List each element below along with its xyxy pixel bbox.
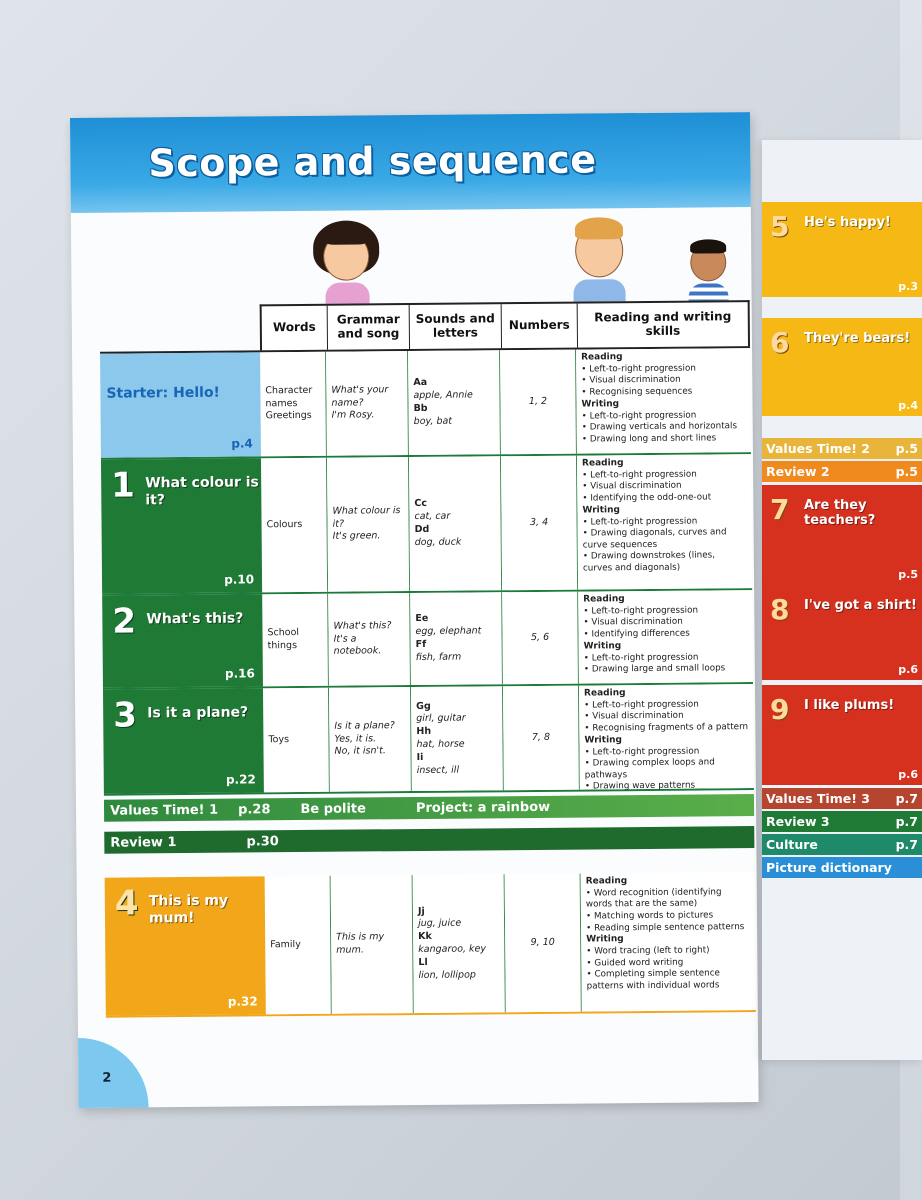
- review-2-strip: [762, 461, 922, 482]
- strip-label: Culture: [766, 837, 818, 852]
- review-page: p.30: [246, 833, 279, 849]
- values-time-2-strip: [762, 438, 922, 459]
- skill-item: • Drawing large and small loops: [583, 663, 726, 675]
- grammar-cell: What's this? It's a notebook.: [328, 593, 411, 686]
- boy-character-illustration: [569, 213, 630, 304]
- contents-unit-tile: [762, 318, 922, 416]
- skill-item: • Matching words to pictures: [585, 910, 714, 922]
- strip-label: Review 2: [766, 464, 830, 479]
- unit-label-cell: [102, 594, 263, 687]
- unit-label-cell: [105, 876, 266, 1015]
- strip-page: p.7: [895, 837, 918, 852]
- strip-page: p.5: [895, 464, 918, 479]
- reading-writing-cell: [581, 872, 756, 1012]
- writing-heading: Writing: [581, 398, 620, 410]
- example-words: kangaroo, key: [418, 943, 487, 955]
- reading-heading: Reading: [581, 352, 623, 363]
- contents-unit-tile: [762, 202, 922, 297]
- sounds-cell: [413, 874, 506, 1013]
- unit-label-cell: [100, 352, 261, 457]
- unit-page-ref: p.16: [224, 666, 255, 681]
- words-cell: School things: [262, 594, 329, 687]
- letter-pair: Cc: [414, 498, 428, 510]
- sounds-cell: [410, 592, 503, 685]
- numbers-cell: 1, 2: [500, 350, 577, 455]
- unit-number: 9: [770, 693, 790, 726]
- skill-item: • Visual discrimination: [584, 711, 684, 723]
- values-time-strip: [104, 794, 754, 822]
- table-header-row: [260, 300, 750, 350]
- sounds-cell: [408, 350, 501, 455]
- unit-title: They're bears!: [804, 331, 911, 346]
- example-words: boy, bat: [413, 415, 453, 427]
- strip-page: p.5: [895, 441, 918, 456]
- skill-item: • Recognising fragments of a pattern: [584, 722, 749, 734]
- textbook-page-right: [762, 140, 922, 1060]
- value-text: Be polite: [300, 800, 366, 817]
- example-words: cat, car: [414, 510, 451, 523]
- letter-pair: Ii: [416, 751, 424, 763]
- skill-item: • Left-to-right progression: [581, 410, 697, 422]
- skill-item: • Word tracing (left to right): [586, 945, 710, 957]
- skill-item: • Drawing diagonals, curves and curve sequences: [582, 527, 727, 551]
- skill-item: • Completing simple sentence patterns with individual words: [586, 968, 721, 992]
- strip-label: Picture dictionary: [766, 860, 892, 875]
- numbers-cell: 3, 4: [501, 456, 578, 591]
- skill-item: • Reading simple sentence patterns: [586, 921, 745, 934]
- skill-item: • Drawing complex loops and pathways: [584, 757, 715, 781]
- unit-label-cell: [101, 458, 262, 593]
- culture-strip: [762, 834, 922, 855]
- skill-item: • Drawing verticals and horizontals: [581, 421, 738, 433]
- header-grammar: Grammar and song: [328, 305, 410, 350]
- unit-page-ref: p.6: [898, 768, 918, 781]
- strip-label: Values Time! 2: [766, 441, 870, 456]
- table-row: [100, 346, 751, 460]
- girl-character-illustration: [311, 220, 382, 306]
- unit-page-ref: p.4: [231, 436, 253, 451]
- unit-number: 1: [111, 465, 136, 506]
- skill-item: • Identifying the odd-one-out: [582, 492, 712, 504]
- example-words: jug, juice: [417, 917, 462, 930]
- unit-page-ref: p.22: [225, 772, 256, 787]
- example-words: apple, Annie: [413, 389, 473, 402]
- reading-writing-cell: [576, 348, 751, 454]
- grammar-cell: What's your name? I'm Rosy.: [326, 351, 409, 456]
- unit-title: This is my mum!: [148, 892, 229, 927]
- page-title: Scope and sequence: [148, 137, 597, 186]
- unit-number: 7: [770, 493, 790, 526]
- skill-item: • Left-to-right progression: [582, 516, 698, 528]
- reading-heading: Reading: [585, 876, 628, 887]
- example-words: dog, duck: [414, 536, 462, 548]
- values-time-3-strip: [762, 788, 922, 809]
- strip-page: p.7: [895, 791, 918, 806]
- unit-number: 2: [112, 601, 137, 642]
- numbers-cell: 7, 8: [503, 686, 580, 791]
- skill-item: • Left-to-right progression: [583, 605, 699, 617]
- reading-heading: Reading: [581, 458, 624, 469]
- skill-item: • Identifying differences: [583, 628, 690, 640]
- letter-pair: Hh: [416, 726, 432, 738]
- contents-unit-tile: [762, 685, 922, 785]
- writing-heading: Writing: [582, 504, 621, 516]
- example-words: lion, lollipop: [418, 969, 476, 981]
- unit-page-ref: p.32: [227, 994, 258, 1009]
- picture-dictionary-strip: [762, 857, 922, 878]
- strip-label: Values Time! 3: [766, 791, 870, 806]
- unit-page-ref: p.6: [898, 663, 918, 676]
- unit-label-cell: [103, 688, 264, 793]
- table-row: [102, 590, 753, 690]
- strip-page: p.7: [895, 814, 918, 829]
- table-row: [101, 454, 752, 596]
- grammar-cell: What colour is it? It's green.: [327, 457, 410, 592]
- letter-pair: Jj: [417, 905, 425, 917]
- unit-title: He's happy!: [804, 215, 891, 230]
- table-row: [105, 872, 756, 1018]
- letter-pair: Ee: [415, 613, 429, 625]
- skill-item: • Left-to-right progression: [582, 469, 697, 481]
- header-sounds: Sounds and letters: [410, 304, 502, 349]
- skill-item: • Visual discrimination: [582, 481, 682, 493]
- skill-item: • Drawing downstrokes (lines, curves and diagonals): [582, 550, 716, 574]
- values-time-label: Values Time! 1: [109, 802, 219, 819]
- title-banner: [70, 112, 751, 213]
- reading-writing-cell: [578, 590, 753, 684]
- words-cell: Character names Greetings: [260, 352, 327, 457]
- unit-title: What's this?: [146, 610, 244, 628]
- grammar-cell: Is it a plane? Yes, it is. No, it isn't.: [329, 687, 412, 792]
- unit-title: Starter: Hello!: [106, 384, 220, 402]
- header-words: Words: [262, 306, 328, 351]
- letter-pair: Kk: [418, 931, 432, 943]
- contents-unit-tile: [762, 485, 922, 585]
- unit-number: 4: [114, 883, 139, 924]
- letter-pair: Ll: [418, 956, 428, 968]
- skill-item: • Left-to-right progression: [584, 699, 699, 711]
- skill-item: • Visual discrimination: [583, 617, 683, 629]
- words-cell: Family: [265, 876, 332, 1015]
- reading-heading: Reading: [583, 594, 625, 605]
- letter-pair: Aa: [413, 377, 428, 389]
- unit-title: Are they teachers?: [804, 498, 876, 528]
- skill-item: • Left-to-right progression: [584, 746, 700, 758]
- example-words: insect, ill: [416, 764, 460, 776]
- reading-heading: Reading: [583, 688, 626, 699]
- sounds-cell: [411, 686, 504, 791]
- unit-page-ref: p.4: [898, 399, 918, 412]
- unit-page-ref: p.5: [898, 568, 918, 581]
- letter-pair: Ff: [415, 638, 427, 651]
- review-3-strip: [762, 811, 922, 832]
- grammar-cell: This is my mum.: [331, 875, 414, 1014]
- unit-number: 8: [770, 593, 790, 626]
- page-number-tab: [78, 1037, 149, 1108]
- writing-heading: Writing: [586, 934, 624, 945]
- skill-item: • Drawing long and short lines: [581, 433, 717, 445]
- scope-table: [100, 300, 750, 1009]
- unit-number: 6: [770, 326, 790, 359]
- letter-pair: Bb: [413, 402, 428, 415]
- reading-writing-cell: [577, 454, 752, 590]
- unit-page-ref: p.10: [224, 572, 255, 587]
- words-cell: Toys: [263, 688, 330, 793]
- numbers-cell: 9, 10: [505, 874, 582, 1013]
- unit-title: What colour is it?: [145, 474, 259, 509]
- example-words: girl, guitar: [416, 712, 466, 725]
- unit-title: I've got a shirt!: [804, 598, 917, 613]
- writing-heading: Writing: [583, 640, 622, 652]
- header-reading: Reading and writing skills: [594, 309, 732, 338]
- project-label: Project: a rainbow: [415, 799, 551, 816]
- example-words: egg, elephant: [415, 625, 482, 638]
- unit-title: I like plums!: [804, 698, 895, 713]
- skill-item: • Recognising sequences: [581, 386, 693, 398]
- letter-pair: Gg: [416, 700, 431, 712]
- unit-number: 3: [113, 695, 138, 736]
- writing-heading: Writing: [584, 734, 623, 746]
- example-words: fish, farm: [415, 651, 462, 663]
- contents-unit-tile: [762, 585, 922, 680]
- header-numbers: Numbers: [502, 304, 578, 349]
- small-boy-character-illustration: [686, 237, 731, 302]
- skill-item: • Left-to-right progression: [581, 363, 696, 375]
- textbook-page-left: [70, 112, 759, 1108]
- table-row: [103, 684, 754, 796]
- skill-item: • Left-to-right progression: [583, 652, 699, 664]
- skill-item: • Visual discrimination: [581, 375, 681, 387]
- skill-item: • Drawing wave patterns: [584, 780, 696, 792]
- reading-writing-cell: [579, 684, 754, 790]
- review-label: Review 1: [110, 834, 177, 851]
- numbers-cell: 5, 6: [502, 592, 579, 685]
- unit-page-ref: p.3: [898, 280, 918, 293]
- strip-label: Review 3: [766, 814, 830, 829]
- skill-item: • Word recognition (identifying words that are the same): [585, 887, 722, 911]
- words-cell: Colours: [261, 458, 328, 593]
- page-number: 2: [102, 1070, 112, 1086]
- values-time-page: p.28: [238, 801, 271, 818]
- review-strip: [104, 826, 754, 854]
- example-words: hat, horse: [416, 738, 465, 751]
- skill-item: • Guided word writing: [586, 957, 684, 969]
- unit-title: Is it a plane?: [147, 704, 249, 722]
- unit-number: 5: [770, 210, 790, 243]
- letter-pair: Dd: [414, 523, 430, 536]
- sounds-cell: [409, 456, 502, 591]
